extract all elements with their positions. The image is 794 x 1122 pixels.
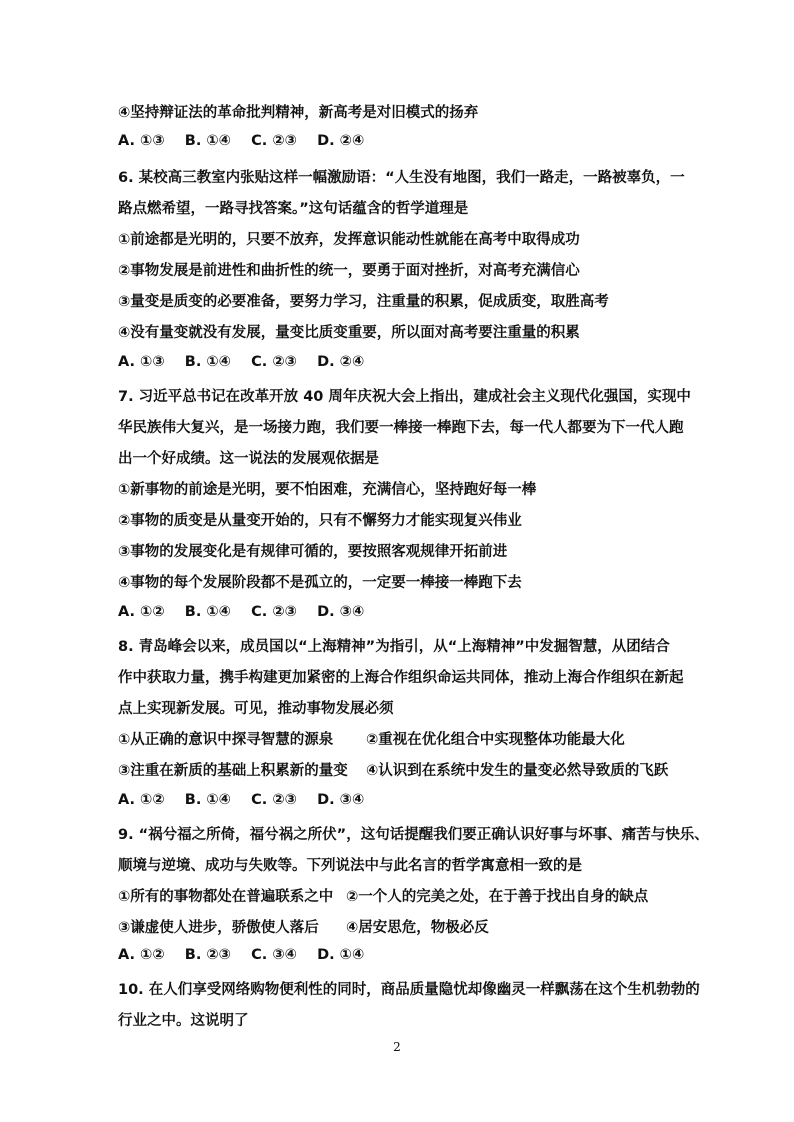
q10-stem-line1: 10. 在人们享受网络购物便利性的同时，商品质量隐忧却像幽灵一样飘荡在这个生机勃勃的 [118,982,700,998]
q5-answer-choices: A. ①③ B. ①④ C. ②③ D. ②④ [118,133,365,149]
q7-option-2: ②事物的质变是从量变开始的，只有不懈努力才能实现复兴伟业 [118,513,522,529]
q8-option-3: ③注重在新质的基础上积累新的量变 [118,763,348,779]
q8-options-row2 [118,759,668,780]
q7-answer-choices: A. ①② B. ①④ C. ②③ D. ③④ [118,604,365,620]
q6-option-3: ③量变是质变的必要准备，要努力学习，注重量的积累，促成质变，取胜高考 [118,294,609,310]
q8-option-4: ④认识到在系统中发生的量变必然导致质的飞跃 [366,763,669,779]
q7-stem-line3: 出一个好成绩。这一说法的发展观依据是 [118,451,379,467]
q9-options-row2 [118,916,489,937]
q8-stem-line2: 作中获取力量，携手构建更加紧密的上海合作组织命运共同体，推动上海合作组织在新起 [118,670,684,686]
q6-option-2: ②事物发展是前进性和曲折性的统一，要勇于面对挫折，对高考充满信心 [118,263,580,279]
q7-stem-line1: 7. 习近平总书记在改革开放 40 周年庆祝大会上指出，建成社会主义现代化强国，实现中 [118,389,691,405]
q9-option-3: ③谦虚使人进步，骄傲使人落后 [118,920,319,936]
q8-stem-line3: 点上实现新发展。可见，推动事物发展必须 [118,701,394,717]
q7-option-3: ③事物的发展变化是有规律可循的，要按照客观规律开拓前进 [118,544,508,560]
q9-option-2: ②一个人的完美之处，在于善于找出自身的缺点 [346,889,649,905]
q5-option-4: ④坚持辩证法的革命批判精神，新高考是对旧模式的扬弃 [118,105,479,121]
q10-stem-line2: 行业之中。这说明了 [118,1013,249,1029]
q9-option-4: ④居安思危，物极必反 [346,920,489,936]
q8-answer-choices: A. ①② B. ①④ C. ②③ D. ③④ [118,792,365,808]
q9-answer-choices: A. ①② B. ②③ C. ③④ D. ①④ [118,947,365,963]
q8-stem-line1: 8. 青岛峰会以来，成员国以“上海精神”为指引，从“上海精神”中发掘智慧，从团结合 [118,639,670,655]
q8-option-2: ②重视在优化组合中实现整体功能最大化 [366,732,625,748]
q7-stem-line2: 华民族伟大复兴，是一场接力跑，我们要一棒接一棒跑下去，每一代人都要为下一代人跑 [118,420,684,436]
page-number: 2 [393,1040,401,1054]
q9-options-row1 [118,885,648,906]
q6-stem-line1: 6. 某校高三教室内张贴这样一幅激励语：“人生没有地图，我们一路走，一路被辜负，一 [118,170,685,186]
q9-stem-line2: 顺境与逆境、成功与失败等。下列说法中与此名言的哲学寓意相一致的是 [118,858,582,874]
q7-option-1: ①新事物的前途是光明，要不怕困难，充满信心，坚持跑好每一棒 [118,482,537,498]
q9-stem-line1: 9. “祸兮福之所倚，福兮祸之所伏”，这句话提醒我们要正确认识好事与坏事、痛苦与快乐、 [118,827,709,843]
q6-option-1: ①前途都是光明的，只要不放弃，发挥意识能动性就能在高考中取得成功 [118,232,580,248]
q7-option-4: ④事物的每个发展阶段都不是孤立的，一定要一棒接一棒跑下去 [118,575,522,591]
q6-answer-choices: A. ①③ B. ①④ C. ②③ D. ②④ [118,354,365,370]
q8-options-row1 [118,728,625,749]
q9-option-1: ①所有的事物都处在普遍联系之中 [118,889,334,905]
q6-stem-line2: 路点燃希望，一路寻找答案。”这句话蕴含的哲学道理是 [118,201,469,217]
q6-option-4: ④没有量变就没有发展，量变比质变重要，所以面对高考要注重量的积累 [118,325,580,341]
q8-option-1: ①从正确的意识中探寻智慧的源泉 [118,732,334,748]
